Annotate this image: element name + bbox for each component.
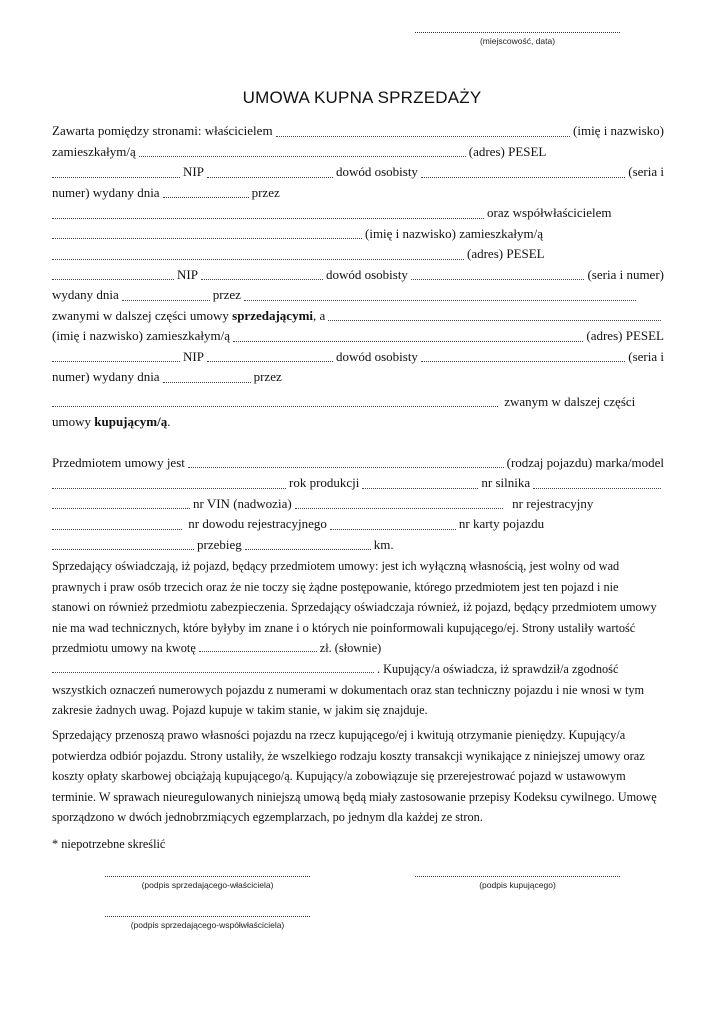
form-line [52, 246, 664, 267]
label: . [167, 414, 171, 429]
buyer-name-field[interactable] [328, 320, 661, 321]
clause-line: Sprzedający przenoszą prawo własności pojazdu na rzecz kupującego/ej i kwitują otrzymanie pieniędzy. Kupujący/a [52, 728, 626, 742]
label: nr silnika [481, 475, 531, 490]
form-line [52, 308, 664, 329]
signature-caption: (podpis sprzedającego-współwłaściciela) [130, 920, 285, 930]
label: zł. (słownie) [319, 641, 382, 656]
label: (seria i numer) [587, 266, 664, 282]
form-line [52, 537, 664, 558]
clause-line: prawnych i praw osób trzecich oraz że nie toczy się żądne postępowanie, którego przedmiotem jest ten pojazd i nie [52, 579, 619, 594]
clause-line: koszty opłaty skarbowej obciążają kupującego/ą. Kupujący/a zobowiązuje się przerejestrować pojazd w ustawowym [52, 769, 626, 784]
label: dowód osobisty [335, 164, 418, 179]
form-line [52, 414, 664, 435]
seller-coowner-signature[interactable] [105, 916, 310, 930]
label: oraz współwłaścicielem [487, 205, 612, 220]
form-line [52, 516, 664, 537]
buyer-issuer-field[interactable] [52, 406, 498, 407]
seller-coowner-pesel-field[interactable] [52, 279, 174, 280]
form-line [52, 144, 664, 165]
mileage-field[interactable] [245, 549, 371, 550]
label: NIP [183, 164, 204, 179]
seller-coowner-nip-field[interactable] [201, 279, 323, 280]
label: zwanym w dalszej części [504, 393, 636, 409]
signature-line [105, 876, 310, 877]
form-line [52, 475, 664, 496]
form-line [52, 349, 664, 370]
form-line [52, 205, 664, 226]
label: dowód osobisty [335, 348, 418, 364]
label: nr VIN (nadwozia) [193, 495, 292, 511]
signature-line [415, 876, 620, 877]
form-line [52, 287, 664, 308]
place-date-line [415, 32, 620, 33]
label: NIP [183, 348, 204, 364]
label: (adres) PESEL [467, 246, 545, 261]
seller-owner-address-field[interactable] [139, 156, 466, 157]
seller-coowner-name-field[interactable] [52, 238, 362, 239]
clause-line: nie ma wad technicznych, które byłyby im znane i o których nie poinformowali kupującego/ej. Strony ustaliły wartość [52, 620, 636, 635]
label: (seria i [628, 348, 664, 364]
seller-coowner-issue-date-field[interactable] [122, 300, 210, 301]
signature-line [105, 916, 310, 917]
buyer-address-field[interactable] [233, 341, 583, 342]
place-date-caption: (miejscowość, data) [479, 36, 556, 46]
clause-line: Sprzedający oświadczają, iż pojazd, będący przedmiotem umowy: jest ich wyłączną własnością, jest wolny od wad [52, 559, 620, 573]
label: (seria i [628, 164, 664, 179]
label: numer) wydany dnia [52, 369, 160, 384]
seller-owner-id-field[interactable] [421, 177, 625, 178]
price-field[interactable] [199, 651, 317, 652]
clause-line [52, 659, 664, 680]
registration-number-field[interactable] [52, 529, 182, 530]
label: (adres) PESEL [586, 328, 664, 343]
price-in-words-field[interactable] [52, 672, 374, 673]
label: NIP [177, 266, 198, 282]
vin-field[interactable] [52, 508, 190, 509]
label: . Kupujący/a oświadcza, iż sprawdził/a zgodność [377, 661, 619, 676]
place-date-field[interactable] [415, 32, 620, 46]
signature-caption: (podpis sprzedającego-właściciela) [141, 880, 274, 890]
label: (imię i nazwisko) zamieszkałym/ą [52, 328, 230, 343]
label: przebieg [197, 536, 242, 552]
buyer-term: kupującym/ą [94, 414, 168, 429]
clause-line: sporządzono w dwóch jednobrzmiących egzemplarzach, po jednym dla każdej ze stron. [52, 810, 483, 825]
vehicle-type-field[interactable] [188, 467, 504, 468]
form-line [52, 328, 664, 349]
seller-coowner-address-field[interactable] [52, 259, 464, 260]
label: , a [313, 307, 326, 323]
label: (imię i nazwisko) zamieszkałym/ą [365, 225, 543, 241]
form-line [52, 496, 664, 517]
label: km. [373, 536, 394, 552]
parties-and-vehicle-form [52, 123, 664, 557]
clause-line [52, 638, 664, 659]
seller-owner-nip-field[interactable] [207, 177, 333, 178]
clause-line: potwierdza odbiór pojazdu. Strony ustaliły, że wszelkiego rodzaju koszty transakcji wynikające z niniejszej umowy oraz [52, 748, 645, 763]
engine-number-field[interactable] [533, 488, 661, 489]
seller-owner-name-field[interactable] [276, 136, 570, 137]
clause-line: stanowi on również przedmiotu zabezpieczenia. Sprzedający oświadczaja również, iż pojazd, będący przedmiotem umowy [52, 600, 657, 615]
label: Przedmiotem umowy jest [52, 454, 185, 470]
label: numer) wydany dnia [52, 184, 160, 200]
form-line [52, 164, 664, 185]
label: wydany dnia [52, 287, 119, 302]
label: zamieszkałym/ą [52, 143, 136, 159]
buyer-issue-date-field[interactable] [163, 382, 251, 383]
label: (adres) PESEL [468, 143, 547, 159]
seller-owner-issue-date-field[interactable] [163, 197, 249, 198]
production-year-field[interactable] [362, 488, 478, 489]
label: Zawarta pomiędzy stronami: właścicielem [52, 123, 273, 138]
label: nr rejestracyjny [512, 495, 594, 511]
form-line [52, 369, 664, 390]
seller-coowner-id-field[interactable] [411, 279, 585, 280]
label: dowód osobisty [325, 266, 408, 282]
buyer-id-field[interactable] [421, 361, 625, 362]
footnote-text: * niepotrzebne skreślić [52, 837, 166, 851]
label: nr karty pojazdu [458, 516, 545, 531]
form-line [52, 455, 664, 476]
clause-transfer [52, 725, 664, 828]
label: przedmiotu umowy na kwotę [52, 641, 196, 656]
seller-owner-issuer-field[interactable] [52, 218, 484, 219]
vehicle-card-field[interactable] [52, 549, 194, 550]
buyer-pesel-field[interactable] [52, 361, 180, 362]
vehicle-model-field[interactable] [52, 488, 286, 489]
label: (imię i nazwisko) [573, 123, 664, 138]
document-title: UMOWA KUPNA SPRZEDAŻY [242, 88, 482, 107]
form-line [52, 123, 664, 144]
seller-owner-pesel-field[interactable] [52, 177, 180, 178]
label: przez [253, 369, 282, 384]
signature-caption: (podpis kupującego) [479, 880, 556, 890]
form-line [52, 267, 664, 288]
label: (rodzaj pojazdu) marka/model [506, 454, 664, 470]
label: umowy [52, 414, 91, 429]
seller-coowner-issuer-field[interactable] [244, 300, 636, 301]
label: przez [251, 184, 280, 200]
buyer-signature[interactable] [415, 876, 620, 890]
label: przez [212, 287, 241, 302]
buyer-nip-field[interactable] [207, 361, 333, 362]
clause-warranty [52, 556, 664, 721]
vin-extra-field[interactable] [295, 508, 503, 509]
clause-line: wszystkich oznaczeń numerowych pojazdu z numerami w dokumentach oraz stan techniczny pojazdu i nie wnosi w tym [52, 682, 645, 697]
label: zwanymi w dalszej części umowy [52, 307, 229, 323]
label: nr dowodu rejestracyjnego [188, 516, 327, 531]
sellers-term: sprzedającymi [232, 307, 314, 323]
clause-line: zakresie żadnych uwag. Pojazd kupuje w takim stanie, w jakim się znajduje. [52, 703, 428, 718]
footnote [52, 834, 664, 855]
label: rok produkcji [289, 475, 360, 490]
seller-owner-signature[interactable] [105, 876, 310, 890]
form-line [52, 185, 664, 206]
form-line [52, 226, 664, 247]
form-line [52, 394, 664, 415]
registration-doc-field[interactable] [330, 529, 456, 530]
clause-line: terminie. W sprawach nieuregulowanych niniejszą umową będą miały zastosowanie przepisy Kodeksu cywilnego. Umowę [52, 789, 657, 804]
